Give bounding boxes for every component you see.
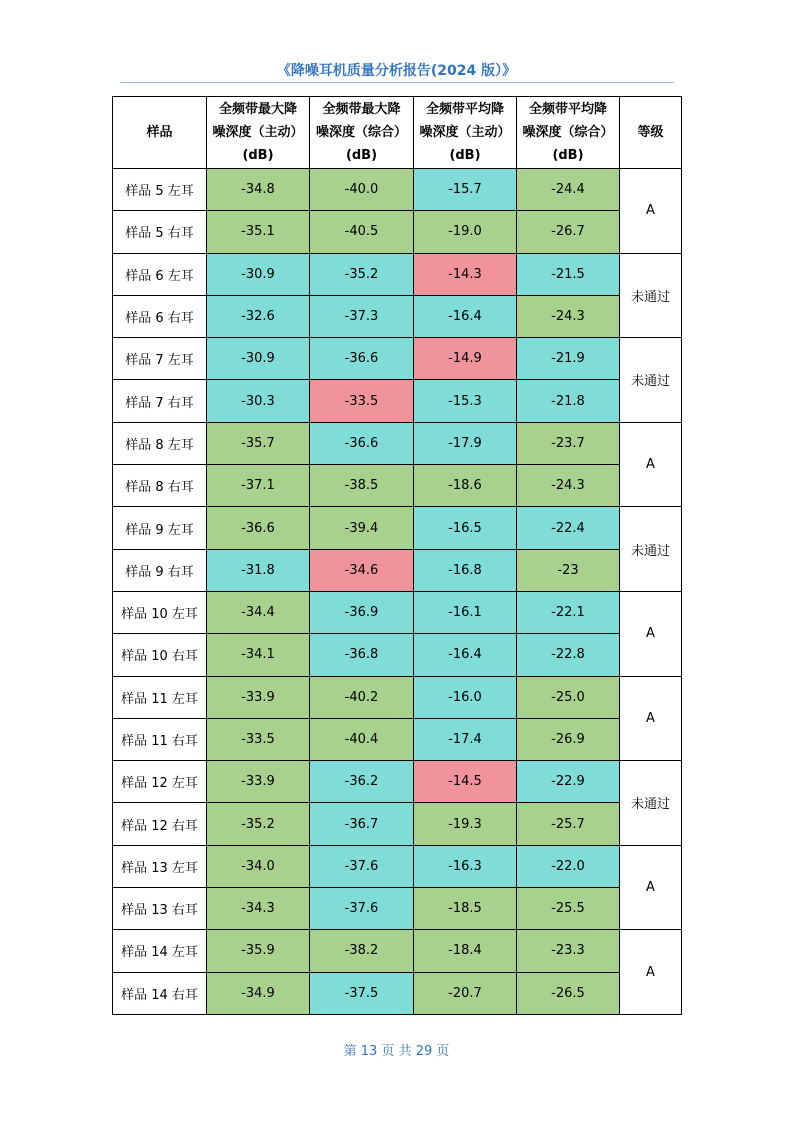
value-cell: -33.5 xyxy=(310,380,414,422)
value-cell: -31.8 xyxy=(207,549,310,591)
table-row xyxy=(113,888,682,930)
sample-cell: 样品 13 右耳 xyxy=(113,888,207,930)
header-line: 等级 xyxy=(637,125,664,140)
header-line: 样品 xyxy=(146,125,173,140)
sample-cell: 样品 14 左耳 xyxy=(113,930,207,972)
value-cell: -24.4 xyxy=(517,169,620,211)
value-cell: -24.3 xyxy=(517,465,620,507)
table-header xyxy=(113,97,682,169)
table-row xyxy=(113,295,682,337)
value-cell: -25.7 xyxy=(517,803,620,845)
sample-cell: 样品 9 右耳 xyxy=(113,549,207,591)
sample-cell: 样品 7 右耳 xyxy=(113,380,207,422)
grade-cell: A xyxy=(620,930,682,1015)
header-line: (dB) xyxy=(242,148,274,163)
sample-cell: 样品 9 左耳 xyxy=(113,507,207,549)
value-cell: -37.3 xyxy=(310,295,414,337)
header-line: 噪深度（综合） xyxy=(315,125,407,140)
value-cell: -30.9 xyxy=(207,338,310,380)
value-cell: -33.9 xyxy=(207,676,310,718)
value-cell: -23 xyxy=(517,549,620,591)
value-cell: -40.5 xyxy=(310,211,414,253)
noise-cancel-table xyxy=(112,96,682,1015)
table-row xyxy=(113,211,682,253)
sample-cell: 样品 11 右耳 xyxy=(113,718,207,760)
grade-cell: 未通过 xyxy=(620,507,682,592)
value-cell: -23.7 xyxy=(517,422,620,464)
value-cell: -35.2 xyxy=(207,803,310,845)
table-row xyxy=(113,845,682,887)
document-title: 《降噪耳机质量分析报告(2024 版）》 xyxy=(276,63,517,79)
table-row xyxy=(113,718,682,760)
table-row xyxy=(113,338,682,380)
value-cell: -39.4 xyxy=(310,507,414,549)
table-row xyxy=(113,380,682,422)
sample-cell: 样品 12 左耳 xyxy=(113,761,207,803)
value-cell: -26.7 xyxy=(517,211,620,253)
grade-cell: A xyxy=(620,845,682,930)
value-cell: -35.9 xyxy=(207,930,310,972)
value-cell: -24.3 xyxy=(517,295,620,337)
value-cell: -38.2 xyxy=(310,930,414,972)
value-cell: -36.6 xyxy=(207,507,310,549)
value-cell: -32.6 xyxy=(207,295,310,337)
sample-cell: 样品 5 左耳 xyxy=(113,169,207,211)
value-cell: -36.6 xyxy=(310,422,414,464)
value-cell: -18.5 xyxy=(414,888,517,930)
table-row xyxy=(113,972,682,1014)
table-row xyxy=(113,930,682,972)
value-cell: -14.5 xyxy=(414,761,517,803)
value-cell: -34.3 xyxy=(207,888,310,930)
header-line: 全频带平均降 xyxy=(425,102,504,117)
value-cell: -40.4 xyxy=(310,718,414,760)
value-cell: -34.8 xyxy=(207,169,310,211)
table-row xyxy=(113,422,682,464)
value-cell: -22.1 xyxy=(517,591,620,633)
value-cell: -21.5 xyxy=(517,253,620,295)
grade-cell: A xyxy=(620,676,682,761)
sample-cell: 样品 8 左耳 xyxy=(113,422,207,464)
value-cell: -30.9 xyxy=(207,253,310,295)
value-cell: -35.7 xyxy=(207,422,310,464)
value-cell: -21.8 xyxy=(517,380,620,422)
value-cell: -17.9 xyxy=(414,422,517,464)
value-cell: -16.5 xyxy=(414,507,517,549)
table-row xyxy=(113,507,682,549)
header-avg-combined xyxy=(517,97,620,169)
table-row xyxy=(113,761,682,803)
value-cell: -36.2 xyxy=(310,761,414,803)
value-cell: -15.3 xyxy=(414,380,517,422)
sample-cell: 样品 14 右耳 xyxy=(113,972,207,1014)
value-cell: -23.3 xyxy=(517,930,620,972)
header-line: 噪深度（主动） xyxy=(419,125,511,140)
value-cell: -34.1 xyxy=(207,634,310,676)
header-row xyxy=(113,97,682,169)
value-cell: -37.6 xyxy=(310,888,414,930)
table-row xyxy=(113,803,682,845)
value-cell: -26.5 xyxy=(517,972,620,1014)
header-avg-active xyxy=(414,97,517,169)
value-cell: -37.1 xyxy=(207,465,310,507)
sample-cell: 样品 6 右耳 xyxy=(113,295,207,337)
header-line: 全频带最大降 xyxy=(322,102,401,117)
table-row xyxy=(113,169,682,211)
value-cell: -34.4 xyxy=(207,591,310,633)
sample-cell: 样品 12 右耳 xyxy=(113,803,207,845)
value-cell: -36.9 xyxy=(310,591,414,633)
sample-cell: 样品 6 左耳 xyxy=(113,253,207,295)
value-cell: -35.2 xyxy=(310,253,414,295)
value-cell: -22.8 xyxy=(517,634,620,676)
grade-cell: 未通过 xyxy=(620,253,682,338)
sample-cell: 样品 10 左耳 xyxy=(113,591,207,633)
header-line: (dB) xyxy=(449,148,481,163)
table-row xyxy=(113,253,682,295)
value-cell: -40.2 xyxy=(310,676,414,718)
value-cell: -30.3 xyxy=(207,380,310,422)
value-cell: -34.6 xyxy=(310,549,414,591)
value-cell: -20.7 xyxy=(414,972,517,1014)
grade-cell: A xyxy=(620,591,682,676)
sample-cell: 样品 13 左耳 xyxy=(113,845,207,887)
value-cell: -36.6 xyxy=(310,338,414,380)
value-cell: -22.4 xyxy=(517,507,620,549)
sample-cell: 样品 8 右耳 xyxy=(113,465,207,507)
value-cell: -15.7 xyxy=(414,169,517,211)
value-cell: -22.9 xyxy=(517,761,620,803)
value-cell: -25.5 xyxy=(517,888,620,930)
sample-cell: 样品 7 左耳 xyxy=(113,338,207,380)
header-sample xyxy=(113,97,207,169)
value-cell: -14.3 xyxy=(414,253,517,295)
value-cell: -34.0 xyxy=(207,845,310,887)
table-row xyxy=(113,634,682,676)
value-cell: -34.9 xyxy=(207,972,310,1014)
value-cell: -17.4 xyxy=(414,718,517,760)
value-cell: -37.6 xyxy=(310,845,414,887)
value-cell: -37.5 xyxy=(310,972,414,1014)
value-cell: -21.9 xyxy=(517,338,620,380)
sample-cell: 样品 5 右耳 xyxy=(113,211,207,253)
value-cell: -14.9 xyxy=(414,338,517,380)
table-row xyxy=(113,549,682,591)
header-max-active xyxy=(207,97,310,169)
sample-cell: 样品 10 右耳 xyxy=(113,634,207,676)
header-grade xyxy=(620,97,682,169)
grade-cell: A xyxy=(620,422,682,507)
value-cell: -16.0 xyxy=(414,676,517,718)
value-cell: -36.7 xyxy=(310,803,414,845)
header-line: (dB) xyxy=(345,148,378,163)
value-cell: -35.1 xyxy=(207,211,310,253)
value-cell: -19.0 xyxy=(414,211,517,253)
header-line: 全频带平均降 xyxy=(528,102,607,117)
value-cell: -19.3 xyxy=(414,803,517,845)
value-cell: -26.9 xyxy=(517,718,620,760)
value-cell: -22.0 xyxy=(517,845,620,887)
value-cell: -25.0 xyxy=(517,676,620,718)
header-line: 噪深度（主动） xyxy=(212,125,304,140)
header-max-combined xyxy=(310,97,414,169)
value-cell: -16.3 xyxy=(414,845,517,887)
value-cell: -16.8 xyxy=(414,549,517,591)
value-cell: -40.0 xyxy=(310,169,414,211)
table-row xyxy=(113,676,682,718)
value-cell: -16.4 xyxy=(414,295,517,337)
title-divider xyxy=(120,82,674,83)
value-cell: -38.5 xyxy=(310,465,414,507)
header-line: (dB) xyxy=(552,148,584,163)
value-cell: -18.6 xyxy=(414,465,517,507)
table-row xyxy=(113,465,682,507)
grade-cell: 未通过 xyxy=(620,761,682,846)
value-cell: -36.8 xyxy=(310,634,414,676)
table-row xyxy=(113,591,682,633)
page-number: 第 13 页 共 29 页 xyxy=(343,1044,450,1059)
table-body xyxy=(113,169,682,1015)
grade-cell: 未通过 xyxy=(620,338,682,423)
sample-cell: 样品 11 左耳 xyxy=(113,676,207,718)
value-cell: -18.4 xyxy=(414,930,517,972)
header-line: 全频带最大降 xyxy=(218,102,297,117)
value-cell: -16.1 xyxy=(414,591,517,633)
value-cell: -16.4 xyxy=(414,634,517,676)
value-cell: -33.9 xyxy=(207,761,310,803)
grade-cell: A xyxy=(620,169,682,254)
header-line: 噪深度（综合） xyxy=(522,125,614,140)
value-cell: -33.5 xyxy=(207,718,310,760)
